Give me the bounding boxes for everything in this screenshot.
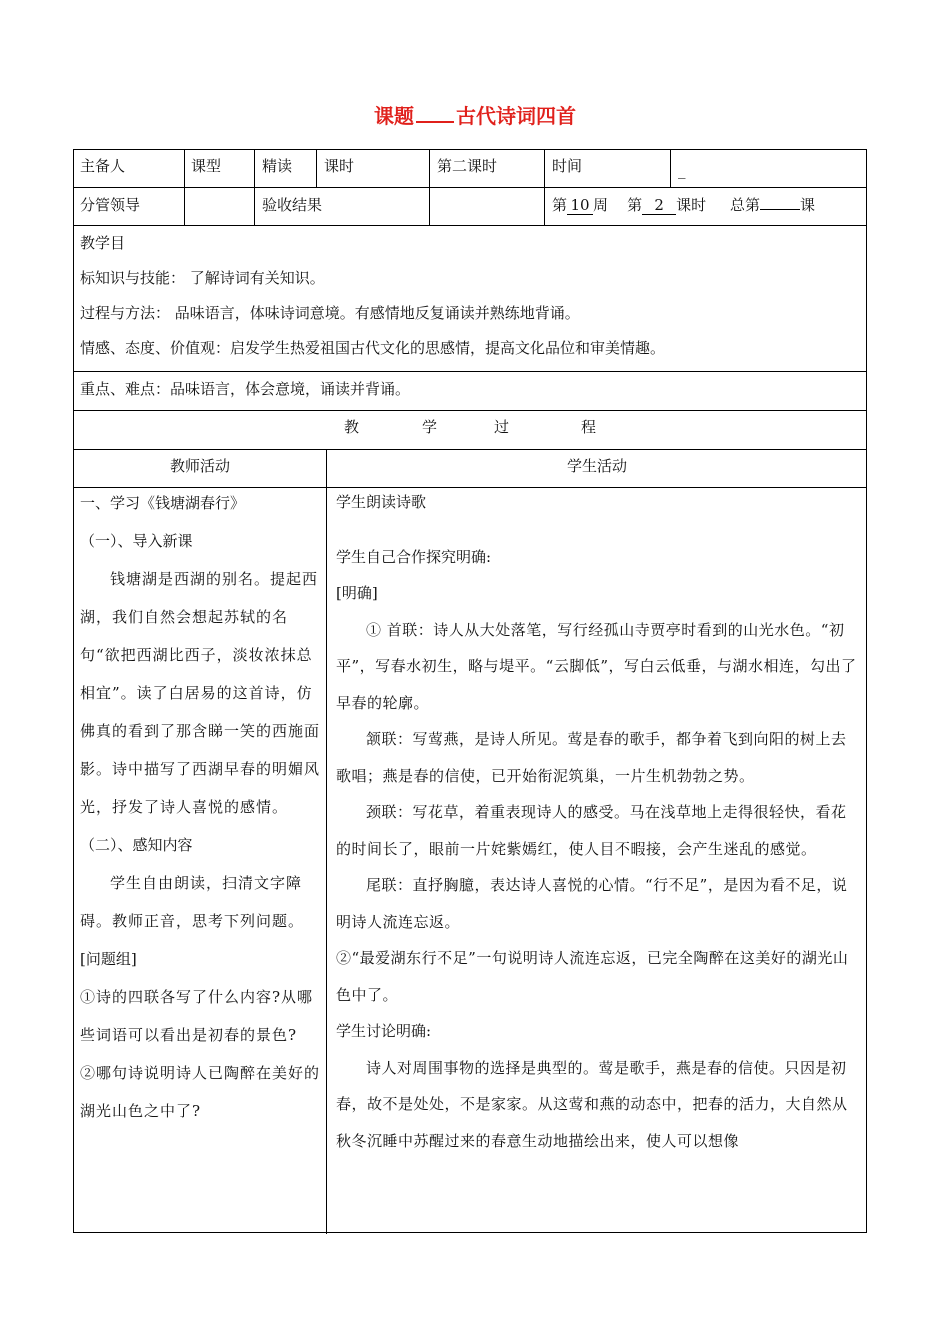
col-divider [670, 150, 671, 187]
student-item: 学生自己合作探究明确: [336, 547, 492, 566]
teacher-item: （一）、导入新课 [80, 532, 193, 550]
col-divider [429, 150, 430, 225]
col-divider [326, 449, 327, 1234]
student-item: 学生讨论明确: [336, 1022, 432, 1040]
student-activity [336, 484, 858, 1160]
row-divider [74, 410, 866, 411]
title-blank [416, 107, 454, 123]
author-label: 主备人 [80, 157, 126, 175]
total-blank [760, 209, 800, 210]
lesson-number: 2 [642, 196, 676, 215]
type-label: 课型 [191, 157, 222, 175]
process-char: 学 [422, 418, 438, 436]
student-item: 颔联：写莺燕，是诗人所见。莺是春的歌手，都争着飞到向阳的树上去歌唱；燕是春的信使，已开始衔泥筑巢，一片生机勃勃之势。 [336, 730, 847, 785]
col-divider [316, 150, 317, 187]
title-prefix: 课题 [374, 104, 414, 128]
check-label: 验收结果 [262, 196, 323, 214]
period-value: 第二课时 [437, 157, 498, 175]
student-item: 学生朗读诗歌 [336, 493, 427, 511]
objective-emotion: 情感、态度、价值观：启发学生热爱祖国古代文化的思感情，提高文化品位和审美情趣。 [80, 339, 666, 357]
student-activity-header: 学生活动 [566, 457, 627, 475]
key-points: 重点、难点：品味语言，体会意境，诵读并背诵。 [80, 380, 411, 398]
process-char: 教 [344, 418, 360, 436]
objectives-heading: 教学目 [80, 234, 126, 252]
teacher-item: ①诗的四联各写了什么内容?从哪些词语可以看出是初春的景色? [80, 988, 314, 1044]
student-item: [明确] [336, 584, 378, 602]
student-item: ① 首联：诗人从大处落笔，写行经孤山寺贾亭时看到的山光水色。“初平”，写春水初生，略与堤平。“云脚低”，写白云低垂，与湖水相连，勾出了早春的轮廓。 [336, 620, 857, 712]
teacher-item: 学生自由朗读，扫清文字障碍。教师正音，思考下列问题。 [80, 874, 305, 930]
student-item: 诗人对周围事物的选择是典型的。莺是歌手，燕是春的信使。只因是初春，故不是处处，不是家家。从这莺和燕的动态中，把春的活力，大自然从秋冬沉睡中苏醒过来的春意生动地描绘出来，使人可以想像 [336, 1058, 848, 1150]
process-char: 过 [494, 418, 510, 436]
schedule-info: 第 10 周 第 2 课时 总第 课 [552, 196, 816, 214]
row-divider [74, 449, 866, 450]
objective-knowledge: 标知识与技能： 了解诗词有关知识。 [80, 269, 325, 287]
teacher-item: ②哪句诗说明诗人已陶醉在美好的湖光山色之中了? [80, 1064, 321, 1120]
week-number: 10 [567, 196, 593, 215]
teacher-item: 一、学习《钱塘湖春行》 [80, 494, 246, 512]
teacher-activity-header: 教师活动 [169, 457, 230, 475]
period-label: 课时 [324, 157, 355, 175]
leader-label: 分管领导 [80, 196, 141, 214]
type-value: 精读 [262, 157, 293, 175]
teacher-item: 钱塘湖是西湖的别名。提起西湖，我们自然会想起苏轼的名句“欲把西湖比西子，淡妆浓抹总相宜”。读了白居易的这首诗，仿佛真的看到了那含睇一笑的西施面影。诗中描写了西湖早春的明媚风光，抒发了诗人喜悦的感情。 [80, 570, 321, 816]
teacher-activity [80, 484, 320, 1130]
row-divider [74, 187, 866, 188]
title-main: 古代诗词四首 [456, 104, 576, 128]
teacher-item: （二）、感知内容 [80, 836, 193, 854]
col-divider [184, 150, 185, 225]
row-divider [74, 225, 866, 226]
lesson-plan-table [73, 149, 867, 1233]
time-value: _ [678, 161, 686, 179]
row-divider [74, 371, 866, 372]
col-divider [254, 150, 255, 225]
student-item: 尾联：直抒胸臆，表达诗人喜悦的心情。“行不足”，是因为看不足，说明诗人流连忘返。 [336, 876, 848, 931]
page-title [0, 100, 950, 129]
objective-process: 过程与方法： 品味语言，体味诗词意境。有感情地反复诵读并熟练地背诵。 [80, 304, 580, 322]
student-item: ②“最爱湖东行不足”一句说明诗人流连忘返，已完全陶醉在这美好的湖光山色中了。 [336, 949, 849, 1004]
time-label: 时间 [552, 157, 583, 175]
teacher-item: [问题组] [80, 950, 137, 968]
process-char: 程 [581, 418, 597, 436]
student-item: 颈联：写花草，着重表现诗人的感受。马在浅草地上走得很轻快，看花的时间长了，眼前一片姹紫嫣红，使人目不暇接，会产生迷乱的感觉。 [336, 803, 847, 858]
col-divider [544, 150, 545, 225]
